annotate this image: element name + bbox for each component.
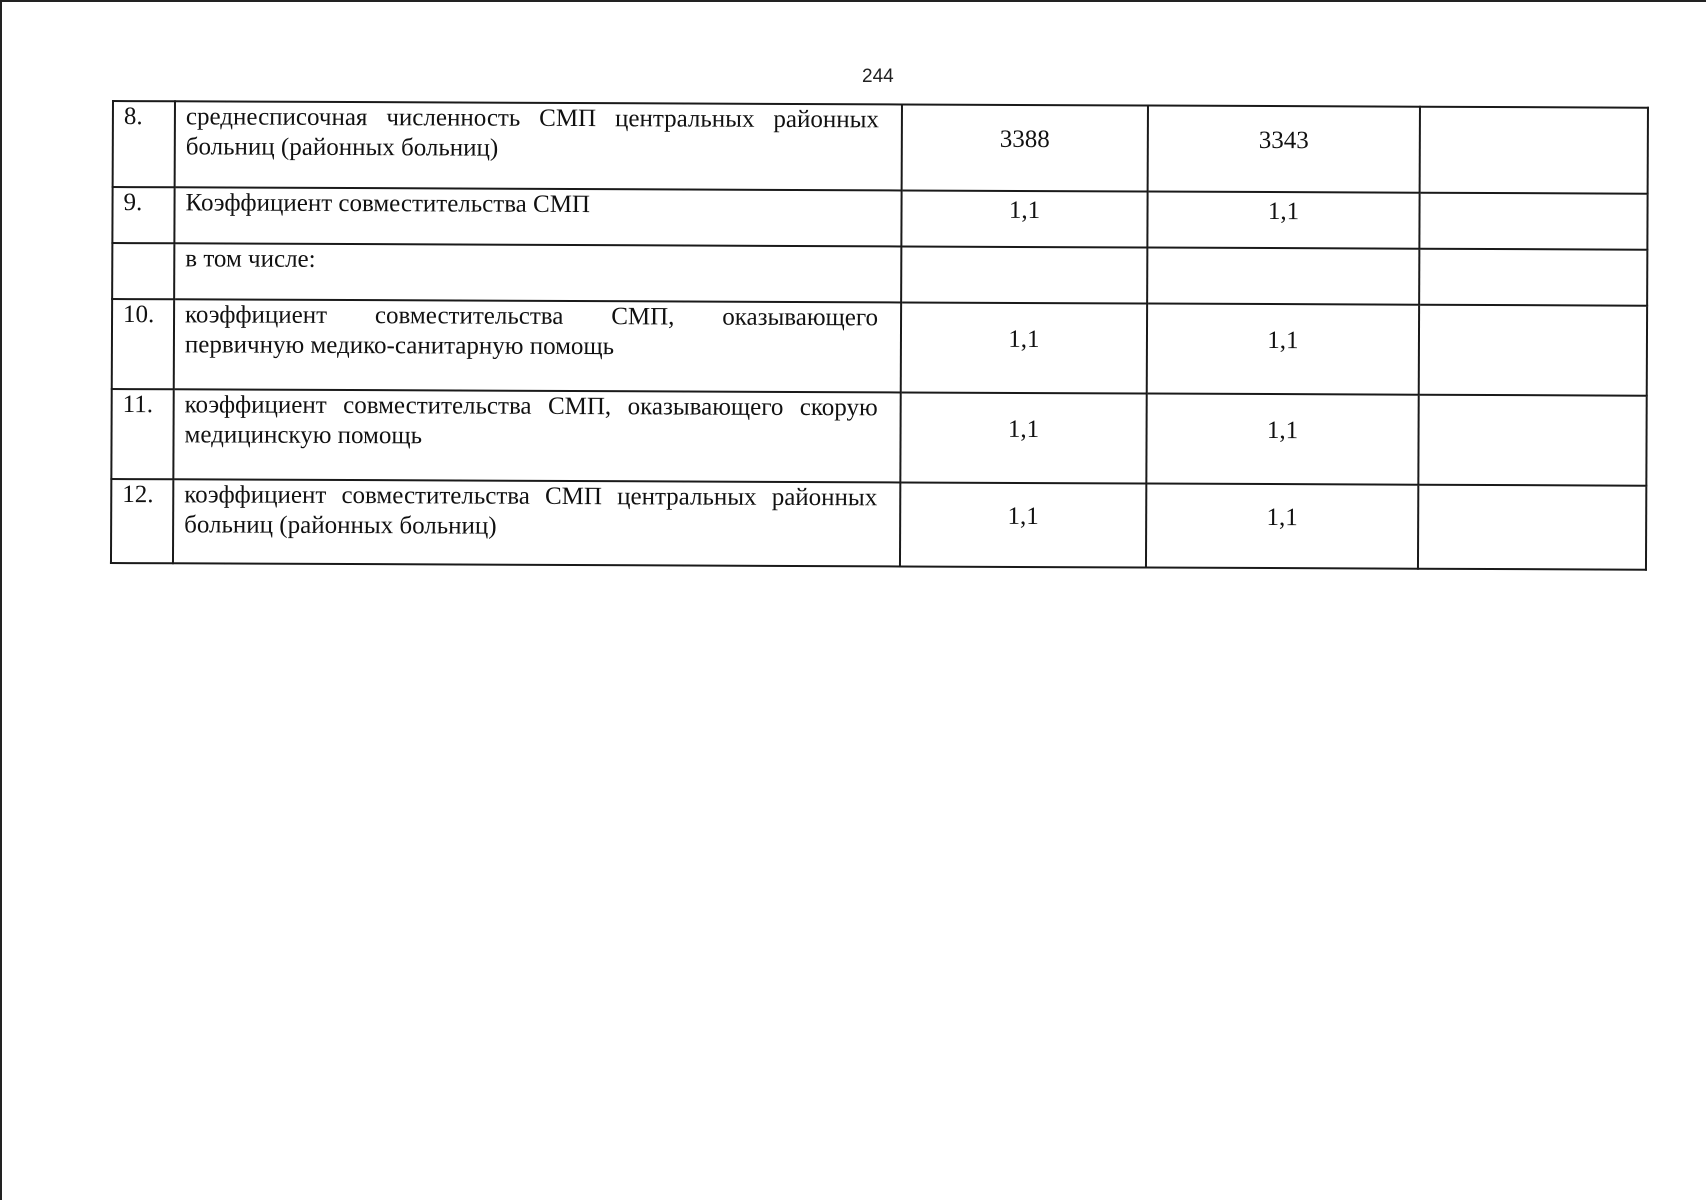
row-description: коэффициент совместительства СМП, оказывающего скорую медицинскую помощь — [173, 389, 900, 482]
value-column-1 — [901, 246, 1147, 303]
value-column-2 — [1147, 248, 1419, 305]
indicators-table — [110, 100, 1649, 571]
value-column-1 — [900, 482, 1146, 567]
table-row — [111, 479, 1646, 570]
row-number — [112, 243, 174, 299]
value-column-3 — [1419, 249, 1647, 306]
row-number: 12. — [111, 479, 173, 563]
value-column-2 — [1146, 394, 1418, 485]
row-number: 11. — [111, 389, 173, 479]
table-row — [113, 101, 1648, 194]
value-column-2 — [1148, 106, 1420, 193]
value-column-2 — [1146, 484, 1418, 569]
table-row — [111, 389, 1646, 486]
value-text: 1,1 — [1008, 325, 1040, 354]
row-description: Коэффициент совместительства СМП — [174, 187, 901, 246]
value-text: 1,1 — [1267, 327, 1299, 355]
value-column-2 — [1147, 304, 1419, 395]
value-column-3 — [1420, 107, 1648, 194]
row-description: коэффициент совместительства СМП, оказывающего первичную медико-санитарную помощь — [174, 299, 901, 392]
value-column-3 — [1418, 485, 1646, 570]
value-text: 3343 — [1258, 127, 1309, 155]
page-number: 244 — [862, 66, 894, 87]
value-column-3 — [1418, 395, 1646, 486]
value-column-3 — [1419, 305, 1647, 396]
value-text: 1,1 — [1007, 502, 1039, 531]
row-description: коэффициент совместительства СМП центральных районных больниц (районных больниц) — [173, 479, 900, 566]
value-text: 1,1 — [1266, 504, 1298, 532]
value-column-1 — [900, 392, 1146, 483]
value-text: 3388 — [999, 125, 1050, 154]
value-text: 1,1 — [1007, 415, 1040, 444]
table-row — [112, 187, 1647, 250]
value-column-1 — [902, 104, 1148, 191]
value-column-2 — [1147, 192, 1419, 249]
table-row — [112, 243, 1647, 306]
value-column-3 — [1419, 193, 1647, 250]
value-text: 1,1 — [1266, 417, 1299, 445]
row-number: 10. — [112, 299, 174, 389]
value-column-1 — [901, 302, 1147, 393]
value-column-1 — [901, 190, 1147, 247]
row-description: в том числе: — [174, 243, 901, 302]
row-number: 9. — [112, 187, 174, 243]
value-text: 1,1 — [1008, 196, 1041, 225]
table-row — [112, 299, 1647, 396]
value-text: 1,1 — [1267, 198, 1300, 226]
row-number: 8. — [113, 101, 175, 187]
row-description: среднесписочная численность СМП центральных районных больниц (районных больниц) — [175, 101, 902, 190]
